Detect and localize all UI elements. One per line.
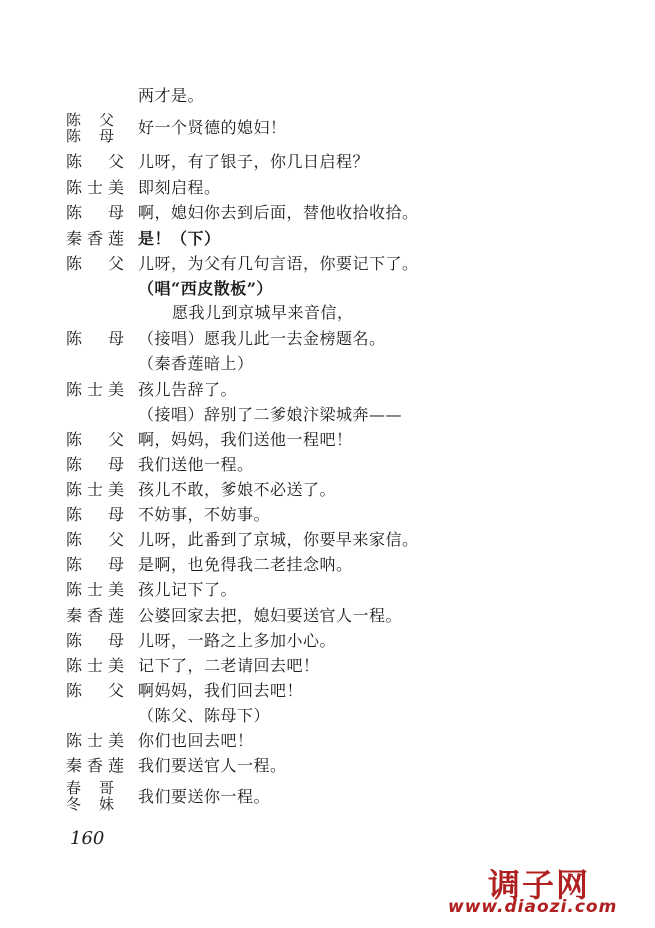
speaker-25: 陈 士 美 [66, 731, 124, 750]
dialogue-line-6: 儿呀，为父有几句言语，你要记下了。 [138, 254, 419, 273]
speaker-20: 秦 香 莲 [66, 606, 124, 625]
dialogue-line-0: 两才是。 [138, 86, 205, 105]
dialogue-line-14: 我们送他一程。 [138, 455, 254, 474]
dialogue-line-16: 不妨事，不妨事。 [138, 505, 271, 524]
speaker-name: 冬 妹 [66, 795, 114, 813]
watermark-url: www.diaozi.com [448, 897, 618, 917]
speaker-19: 陈 士 美 [66, 580, 124, 599]
dialogue-line-21: 儿呀，一路之上多加小心。 [138, 631, 337, 650]
dialogue-line-26: 我们要送官人一程。 [138, 756, 287, 775]
speaker-4: 陈 母 [66, 203, 124, 222]
dialogue-line-11: 孩儿告辞了。 [138, 380, 238, 399]
speaker-6: 陈 父 [66, 254, 124, 273]
speaker-14: 陈 母 [66, 455, 124, 474]
speaker-16: 陈 母 [66, 505, 124, 524]
speaker-pair-27 [66, 780, 124, 812]
speaker-name: 春 哥 [66, 779, 114, 797]
stage-direction: （唱“西皮散板”） [138, 279, 273, 298]
dialogue-line-15: 孩儿不敢，爹娘不必送了。 [138, 480, 337, 499]
dialogue-line-20: 公婆回家去把，媳妇要送官人一程。 [138, 606, 403, 625]
speaker-name: 陈 母 [66, 127, 114, 145]
speaker-name: 陈 父 [66, 111, 114, 129]
dialogue-line-1: 好一个贤德的媳妇！ [138, 118, 287, 137]
sung-line: 愿我儿到京城早来音信， [172, 303, 354, 322]
speaker-23: 陈 父 [66, 681, 124, 700]
watermark-title: 调子网 [488, 866, 591, 904]
speaker-9: 陈 母 [66, 329, 124, 348]
dialogue-line-13: 啊，妈妈，我们送他一程吧！ [138, 430, 353, 449]
dialogue-line-19: 孩儿记下了。 [138, 580, 238, 599]
sung-line: （接唱）辞别了二爹娘汴梁城奔—— [138, 405, 403, 424]
speaker-13: 陈 父 [66, 430, 124, 449]
speaker-2: 陈 父 [66, 152, 124, 171]
speaker-26: 秦 香 莲 [66, 756, 124, 775]
speaker-17: 陈 父 [66, 530, 124, 549]
page-number: 160 [70, 828, 105, 849]
dialogue-line-9: （接唱）愿我儿此一去金榜题名。 [138, 329, 386, 348]
speaker-22: 陈 士 美 [66, 656, 124, 675]
dialogue-line-27: 我们要送你一程。 [138, 787, 271, 806]
speaker-18: 陈 母 [66, 555, 124, 574]
dialogue-line-5: 是！（下） [138, 229, 221, 248]
speaker-pair-1 [66, 112, 124, 144]
dialogue-line-4: 啊，媳妇你去到后面，替他收拾收拾。 [138, 203, 419, 222]
dialogue-line-2: 儿呀，有了银子，你几日启程？ [138, 152, 370, 171]
speaker-11: 陈 士 美 [66, 380, 124, 399]
dialogue-line-25: 你们也回去吧！ [138, 731, 254, 750]
dialogue-line-22: 记下了，二老请回去吧！ [138, 656, 320, 675]
speaker-5: 秦 香 莲 [66, 229, 124, 248]
stage-direction: （陈父、陈母下） [138, 706, 271, 725]
speaker-21: 陈 母 [66, 631, 124, 650]
dialogue-line-3: 即刻启程。 [138, 178, 221, 197]
dialogue-line-18: 是啊，也免得我二老挂念呐。 [138, 555, 353, 574]
speaker-15: 陈 士 美 [66, 480, 124, 499]
stage-direction: （秦香莲暗上） [138, 354, 254, 373]
dialogue-line-23: 啊妈妈，我们回去吧！ [138, 681, 304, 700]
dialogue-line-17: 儿呀，此番到了京城，你要早来家信。 [138, 530, 419, 549]
speaker-3: 陈 士 美 [66, 178, 124, 197]
